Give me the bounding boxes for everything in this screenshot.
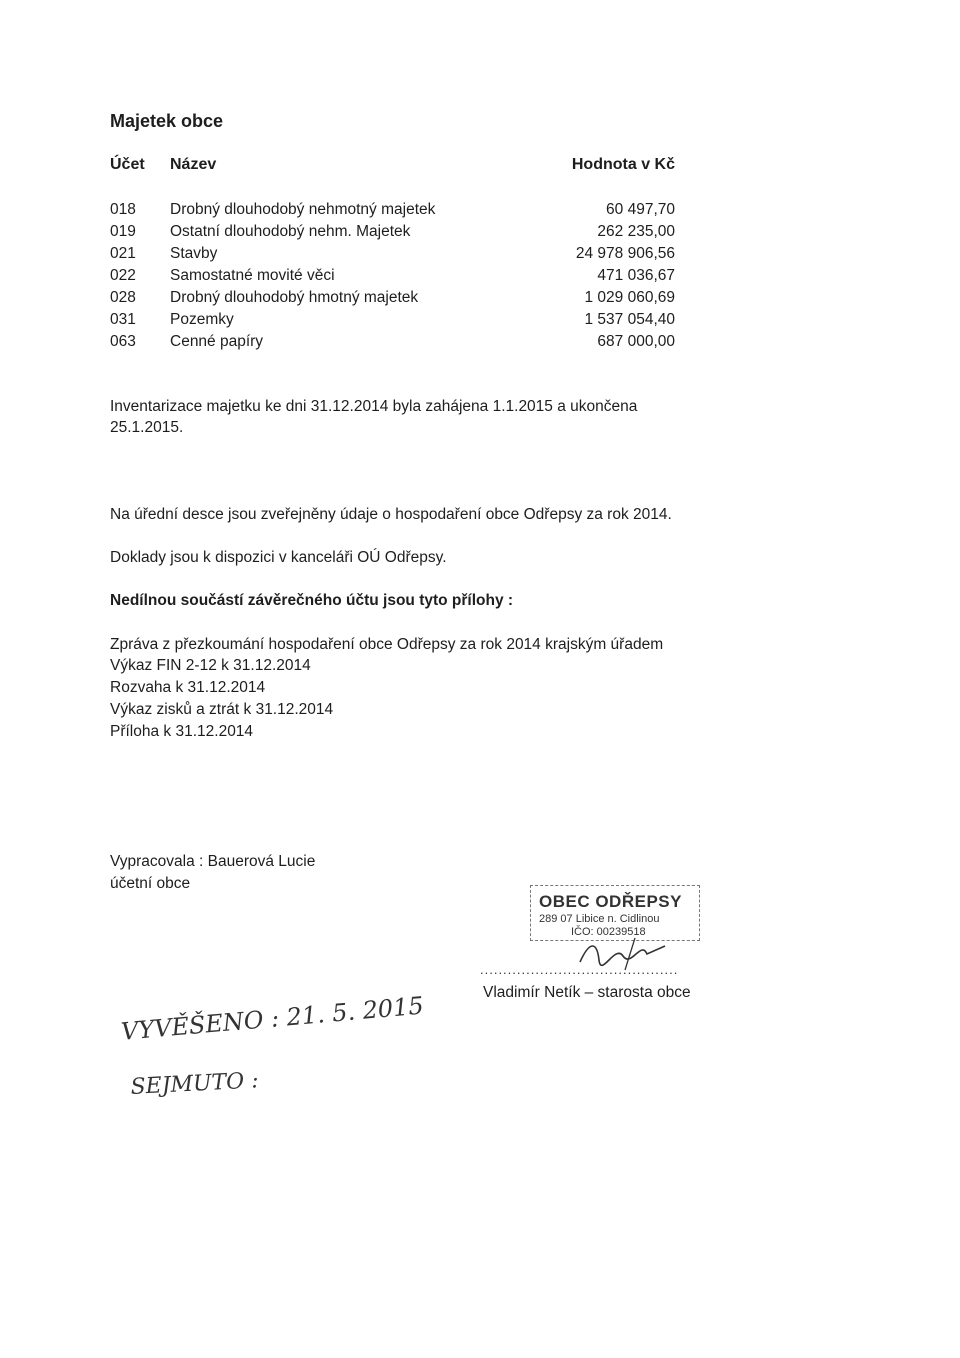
account-number: 021	[110, 245, 136, 262]
attachment-item: Příloha k 31.12.2014	[110, 723, 254, 740]
account-value: 60 497,70	[606, 201, 675, 218]
table-row	[0, 289, 960, 311]
account-number: 019	[110, 223, 136, 240]
account-name: Samostatné movité věci	[170, 267, 335, 284]
inventory-line-1: Inventarizace majetku ke dni 31.12.2014 byla zahájena 1.1.2015 a ukončena	[110, 398, 638, 415]
account-value: 687 000,00	[597, 333, 675, 350]
account-value: 262 235,00	[597, 223, 675, 240]
mayor-name: Vladimír Netík – starosta obce	[483, 984, 691, 1001]
account-value: 1 537 054,40	[584, 311, 675, 328]
attachment-item: Rozvaha k 31.12.2014	[110, 679, 266, 696]
account-name: Cenné papíry	[170, 333, 264, 350]
header-account: Účet	[110, 156, 145, 173]
stamp-name: OBEC ODŘEPSY	[539, 892, 682, 911]
stamp-address: 289 07 Libice n. Cidlinou	[539, 913, 660, 925]
table-row	[0, 267, 960, 289]
attachment-item: Výkaz zisků a ztrát k 31.12.2014	[110, 701, 334, 718]
attachments-heading: Nedílnou součástí závěrečného účtu jsou tyto přílohy :	[110, 592, 514, 609]
posted-date-handwritten: VYVĚŠENO : 21. 5. 2015	[120, 991, 425, 1046]
documents-text: Doklady jsou k dispozici v kanceláři OÚ Odřepsy.	[110, 549, 447, 566]
account-number: 063	[110, 333, 136, 350]
removed-date-handwritten: SEJMUTO :	[130, 1068, 260, 1100]
account-number: 031	[110, 311, 136, 328]
account-number: 028	[110, 289, 136, 306]
account-value: 24 978 906,56	[575, 245, 675, 262]
table-row	[0, 311, 960, 333]
account-name: Ostatní dlouhodobý nehm. Majetek	[170, 223, 411, 240]
account-name: Drobný dlouhodobý nehmotný majetek	[170, 201, 436, 218]
signature-line: ...........................................	[480, 962, 679, 977]
header-name: Název	[170, 156, 217, 173]
notice-text: Na úřední desce jsou zveřejněny údaje o hospodaření obce Odřepsy za rok 2014.	[110, 506, 672, 523]
page-title: Majetek obce	[110, 111, 224, 131]
table-row	[0, 245, 960, 267]
account-value: 1 029 060,69	[584, 289, 675, 306]
attachment-item: Výkaz FIN 2-12 k 31.12.2014	[110, 657, 311, 674]
account-name: Pozemky	[170, 311, 234, 328]
account-value: 471 036,67	[597, 267, 675, 284]
stamp-id: IČO: 00239518	[571, 926, 646, 938]
attachment-item: Zpráva z přezkoumání hospodaření obce Odřepsy za rok 2014 krajským úřadem	[110, 636, 664, 653]
header-value: Hodnota v Kč	[571, 156, 675, 173]
table-row	[0, 201, 960, 223]
prepared-by: Vypracovala : Bauerová Lucie	[110, 853, 316, 870]
account-name: Drobný dlouhodobý hmotný majetek	[170, 289, 419, 306]
account-name: Stavby	[170, 245, 218, 262]
account-number: 022	[110, 267, 136, 284]
prepared-by-role: účetní obce	[110, 875, 191, 892]
account-number: 018	[110, 201, 136, 218]
table-row	[0, 333, 960, 355]
inventory-line-2: 25.1.2015.	[110, 419, 184, 436]
table-row	[0, 223, 960, 245]
